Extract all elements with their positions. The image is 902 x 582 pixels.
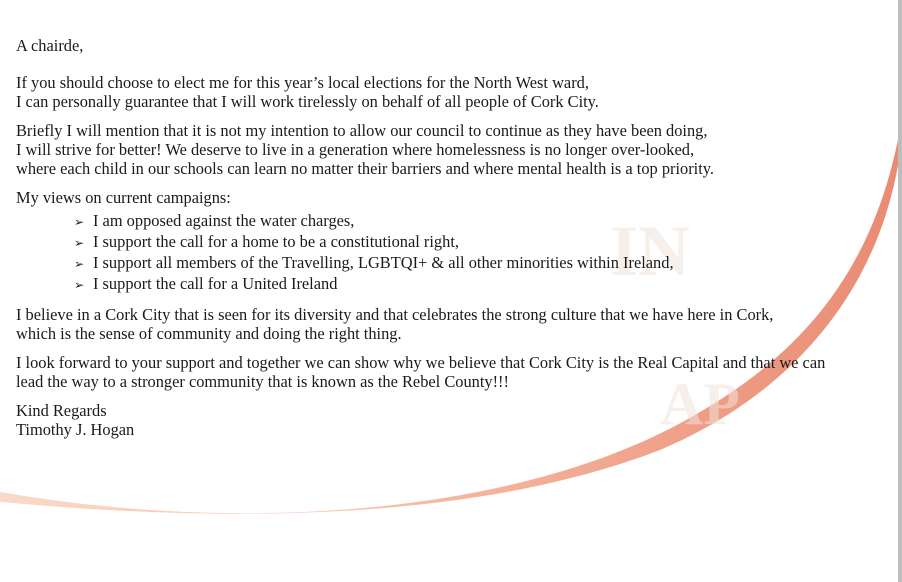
paragraph-line: I will strive for better! We deserve to live in a generation where homelessness is no longer over-looked,: [16, 140, 695, 159]
campaigns-list: [16, 211, 896, 295]
arrow-bullet-icon: ➢: [74, 278, 85, 292]
signature-name: Timothy J. Hogan: [16, 420, 135, 439]
list-item: [74, 211, 896, 232]
campaign-text: I am opposed against the water charges,: [93, 211, 355, 230]
paragraph-belief: [16, 305, 896, 343]
paragraph-intentions: [16, 121, 896, 178]
paragraph-line: Briefly I will mention that it is not my intention to allow our council to continue as they have been doing,: [16, 121, 708, 140]
arrow-bullet-icon: ➢: [74, 236, 85, 250]
list-item: [74, 274, 896, 295]
paragraph-line: which is the sense of community and doing the right thing.: [16, 324, 402, 343]
list-item: [74, 232, 896, 253]
paragraph-line: I look forward to your support and together we can show why we believe that Cork City is the Real Capital and that we can: [16, 353, 826, 372]
letter-body: [16, 36, 896, 439]
paragraph-intro: [16, 73, 896, 111]
paragraph-line: If you should choose to elect me for this year’s local elections for the North West ward,: [16, 73, 589, 92]
arrow-bullet-icon: ➢: [74, 257, 85, 271]
background-watermark-letters: IN: [610, 211, 691, 291]
closing: Kind Regards: [16, 401, 107, 420]
paragraph-support: [16, 353, 896, 391]
greeting: A chairde,: [16, 36, 84, 55]
page-right-edge: [898, 0, 902, 582]
paragraph-line: where each child in our schools can learn no matter their barriers and where mental health is a top priority.: [16, 159, 715, 178]
paragraph-line: I can personally guarantee that I will work tirelessly on behalf of all people of Cork City.: [16, 92, 599, 111]
campaign-text: I support the call for a United Ireland: [93, 274, 338, 293]
list-item: [74, 253, 896, 274]
campaign-text: I support the call for a home to be a constitutional right,: [93, 232, 459, 251]
views-heading: My views on current campaigns:: [16, 188, 231, 207]
paragraph-line: lead the way to a stronger community that is known as the Rebel County!!!: [16, 372, 509, 391]
paragraph-line: I believe in a Cork City that is seen for its diversity and that celebrates the strong culture that we have here in Cork,: [16, 305, 774, 324]
campaign-text: I support all members of the Travelling, LGBTQI+ & all other minorities within Ireland,: [93, 253, 674, 272]
arrow-bullet-icon: ➢: [74, 215, 85, 229]
background-watermark-letters-2: AP: [660, 371, 740, 437]
